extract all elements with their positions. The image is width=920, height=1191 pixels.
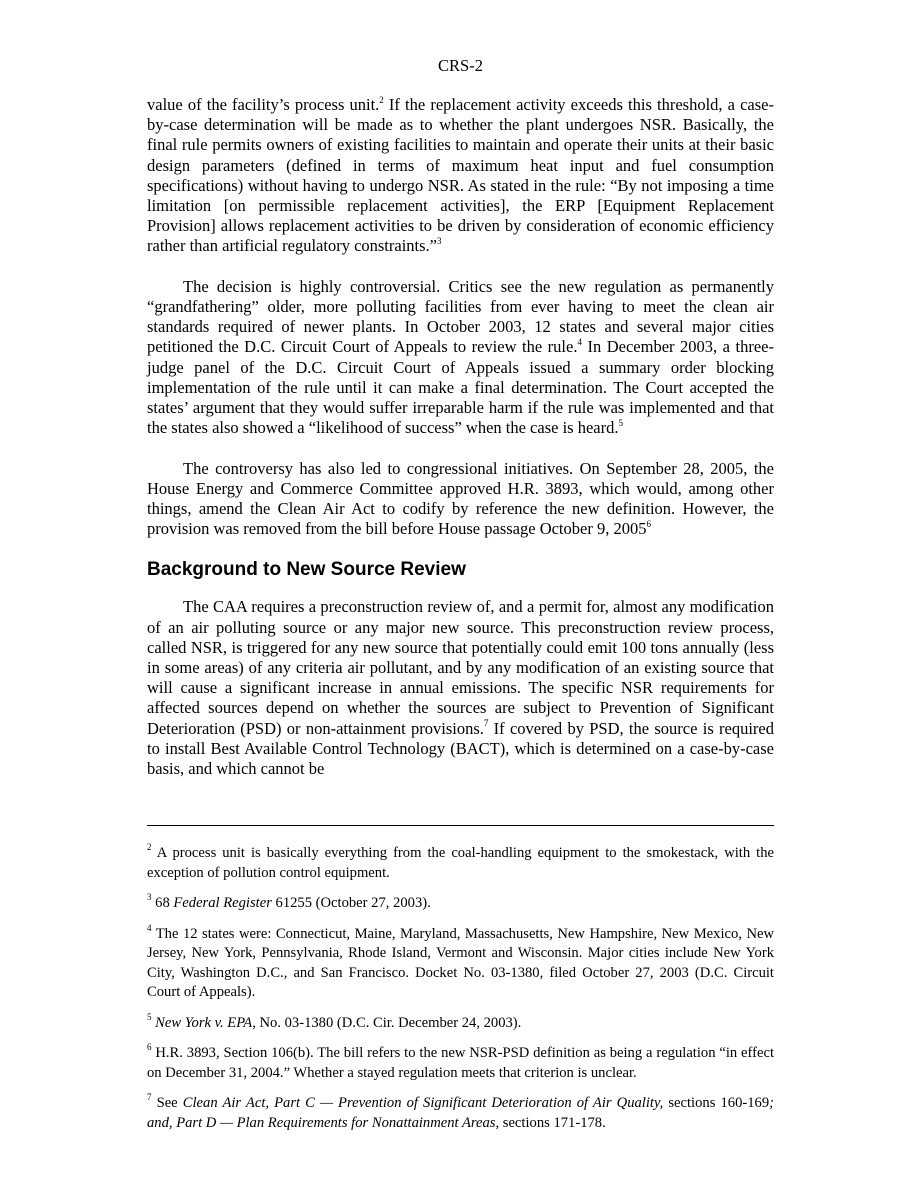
paragraph-4-text-b: If covered by PSD, the source is required to install Best Available Control Technology (BACT), which is determined on a case-by-case basis, and which cannot be	[147, 718, 774, 779]
footnote-7	[147, 1094, 774, 1133]
footnote-ref-3[interactable]: 3	[437, 235, 442, 246]
paragraph-3	[147, 459, 774, 540]
paragraph-2-text-b: In December 2003, a three-judge panel of the D.C. Circuit Court of Appeals issued a summary order blocking implementation of the rule until it can make a final determination. The Court accepted the states’ argument that they would suffer irreparable harm if the rule was implemented and that the states also showed a “likelihood of success” when the case is heard.	[147, 337, 774, 438]
page-header: CRS-2	[438, 56, 483, 75]
paragraph-2	[147, 277, 774, 439]
footnote-ref-7[interactable]: 7	[483, 718, 489, 729]
paragraph-4	[147, 597, 774, 779]
footnote-italic: Clean Air Act, Part C — Prevention of Significant Deterioration of Air Quality,	[182, 1095, 664, 1111]
footnote-number: 6	[147, 1042, 152, 1053]
footnote-text: A process unit is basically everything from the coal-handling equipment to the smokestack, with the exception of pollution control equipment.	[147, 845, 774, 881]
footnote-number: 3	[147, 892, 152, 903]
footnote-text: 61255 (October 27, 2003).	[271, 895, 431, 911]
footnote-ref-5[interactable]: 5	[618, 417, 623, 428]
footnote-4	[147, 922, 774, 1003]
footnote-italic: New York v. EPA	[151, 1014, 253, 1031]
footnote-number: 4	[147, 922, 152, 933]
footnote-number: 5	[147, 1011, 152, 1022]
footnote-2	[147, 844, 774, 883]
footnote-3	[147, 894, 774, 914]
paragraph-1-text-a: value of the facility’s process unit.	[147, 95, 380, 114]
paragraph-2-text-a: The decision is highly controversial. Critics see the new regulation as permanently “grandfathering” older, more polluting facilities from ever having to meet the clean air standards required of newer plants. In October 2003, 12 states and several major cities petitioned the D.C. Circuit Court of Appeals to review the rule.	[147, 276, 774, 357]
footnote-text: See	[151, 1095, 183, 1111]
footnote-text: 68	[151, 895, 174, 911]
footnote-text: The 12 states were: Connecticut, Maine, Maryland, Massachusetts, New Hampshire, New Mexico, New Jersey, New York, Pennsylvania, Rhode Island, Vermont and Wisconsin. Major cities include New York City, Washington D.C., and San Francisco. Docket No. 03-1380, filed October 27, 2003 (D.C. Circuit Court of Appeals).	[147, 925, 774, 1000]
footnote-6	[147, 1044, 774, 1083]
paragraph-1	[147, 95, 774, 257]
footnote-text: H.R. 3893, Section 106(b). The bill refers to the new NSR-PSD definition as being a regulation “in effect on December 31, 2004.” Whether a stayed regulation meets that criterion is unclear.	[147, 1045, 774, 1081]
paragraph-1-text-b: If the replacement activity exceeds this threshold, a case-by-case determination will be made as to whether the plant undergoes NSR. Basically, the final rule permits owners of existing facilities to maintain and operate their units at their basic design parameters (defined in terms of maximum heat input and fuel consumption specifications) without having to undergo NSR. As stated in the rule: “By not imposing a time limitation [on permissible replacement activities], the ERP [Equipment Replacement Provision] allows replacement activities to be driven by consideration of economic efficiency rather than artificial regulatory constraints.”	[147, 95, 774, 256]
footnote-italic: Federal Register	[173, 895, 272, 911]
footnote-number: 2	[147, 842, 152, 853]
body-text	[147, 95, 774, 779]
footnote-ref-6[interactable]: 6	[646, 518, 651, 529]
footnote-text: sections 171-178.	[499, 1114, 606, 1131]
footnote-text: , No. 03-1380 (D.C. Cir. December 24, 2003).	[252, 1014, 522, 1031]
footnote-divider	[147, 825, 774, 826]
footnote-ref-2[interactable]: 2	[379, 94, 384, 105]
footnote-text: sections 160-169	[663, 1095, 770, 1111]
footnote-5	[147, 1011, 774, 1034]
footnote-number: 7	[147, 1092, 152, 1103]
footnote-ref-4[interactable]: 4	[577, 336, 582, 347]
footnotes	[147, 844, 774, 1144]
paragraph-3-text: The controversy has also led to congressional initiatives. On September 28, 2005, the House Energy and Commerce Committee approved H.R. 3893, which would, among other things, amend the Clean Air Act to codify by reference the new definition. However, the provision was removed from the bill before House passage October 9, 2005	[147, 458, 774, 539]
paragraph-4-text-a: The CAA requires a preconstruction review of, and a permit for, almost any modification of an air polluting source or any major new source. This preconstruction review process, called NSR, is triggered for any new source that potentially could emit 100 tons annually (less in some areas) of any criteria air pollutant, and by any modification of an existing source that will cause a significant increase in annual emissions. The specific NSR requirements for affected sources depend on whether the sources are subject to Prevention of Significant Deterioration (PSD) or non-attainment provisions.	[147, 597, 774, 738]
section-heading: Background to New Source Review	[147, 559, 466, 581]
footnote-italic: ; and, Part D — Plan Requirements for Nonattainment Areas,	[147, 1095, 774, 1131]
